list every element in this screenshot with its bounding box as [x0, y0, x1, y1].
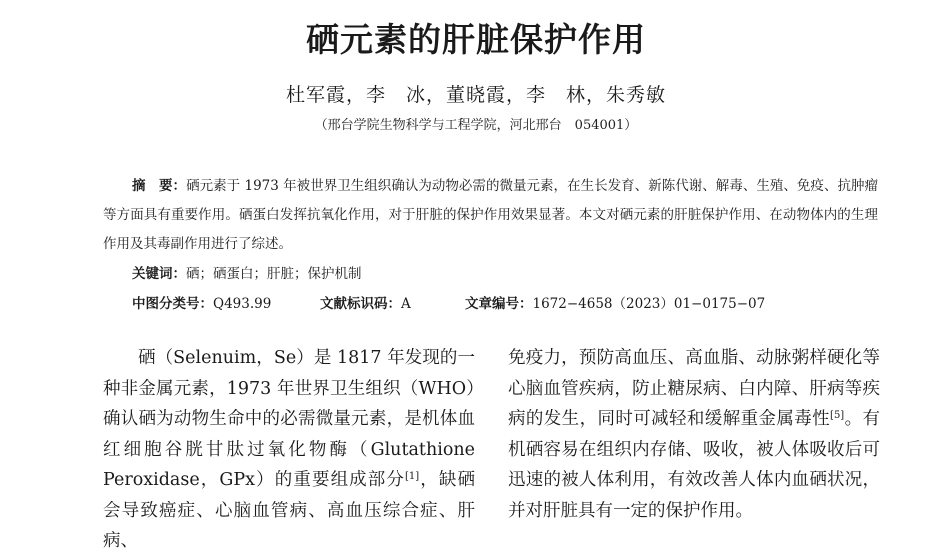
body-text: 硒（Selenuim，Se）是 1817 年发现的一种非金属元素，1973 年世界卫生组织（WHO）确认硒为动物生命中的必需微量元素，是机体血红细胞谷胱甘肽过氧化物酶（Glutathione Peroxidase，GPx）的重要组成部分: [103, 348, 475, 490]
classification-number: [132, 291, 320, 317]
body-paragraph: [508, 343, 880, 526]
paper-affiliation: （邢台学院生物科学与工程学院，河北邢台 054001）: [314, 118, 638, 133]
body-text: ，缺硒会导致癌症、心脑血管病、高血压综合症、肝病、: [103, 470, 475, 551]
classification-value: Q493.99: [213, 296, 272, 312]
abstract: [103, 172, 878, 259]
body-column-left: [103, 343, 475, 557]
body-paragraph: [103, 343, 475, 557]
keywords: [132, 261, 362, 287]
article-number-label: 文章编号：: [465, 296, 533, 312]
document-code: [320, 291, 465, 317]
article-number: [465, 291, 765, 317]
paper-title: 硒元素的肝脏保护作用: [306, 20, 646, 59]
abstract-label: 摘 要：: [132, 178, 187, 194]
keywords-text: 硒；硒蛋白；肝脏；保护机制: [186, 266, 362, 282]
keywords-label: 关键词：: [132, 266, 186, 282]
article-number-value: 1672−4658（2023）01−0175−07: [532, 296, 766, 312]
paper-authors: 杜军霞，李 冰，董晓霞，李 林，朱秀敏: [285, 84, 666, 106]
article-meta: [132, 291, 892, 317]
citation-ref[interactable]: [1]: [405, 471, 420, 482]
body-column-right: [508, 343, 880, 526]
citation-ref[interactable]: [5]: [830, 410, 845, 421]
body-text: 。有机硒容易在组织内存储、吸收，被人体吸收后可迅速的被人体利用，有效改善人体内血硒状况，并对肝脏具有一定的保护作用。: [508, 409, 881, 521]
body-text: 免疫力，预防高血压、高血脂、动脉粥样硬化等心脑血管疾病，防止糖尿病、白内障、肝病等疾病的发生，同时可减轻和缓解重金属毒性: [508, 348, 880, 429]
classification-label: 中图分类号：: [132, 296, 213, 312]
abstract-text: 硒元素于 1973 年被世界卫生组织确认为动物必需的微量元素，在生长发育、新陈代谢、解毒、生殖、免疫、抗肿瘤等方面具有重要作用。硒蛋白发挥抗氧化作用，对于肝脏的保护作用效果显著。本文对硒元素的肝脏保护作用、在动物体内的生理作用及其毒副作用进行了综述。: [103, 178, 879, 252]
document-code-label: 文献标识码：: [320, 296, 401, 312]
document-code-value: A: [401, 296, 411, 312]
